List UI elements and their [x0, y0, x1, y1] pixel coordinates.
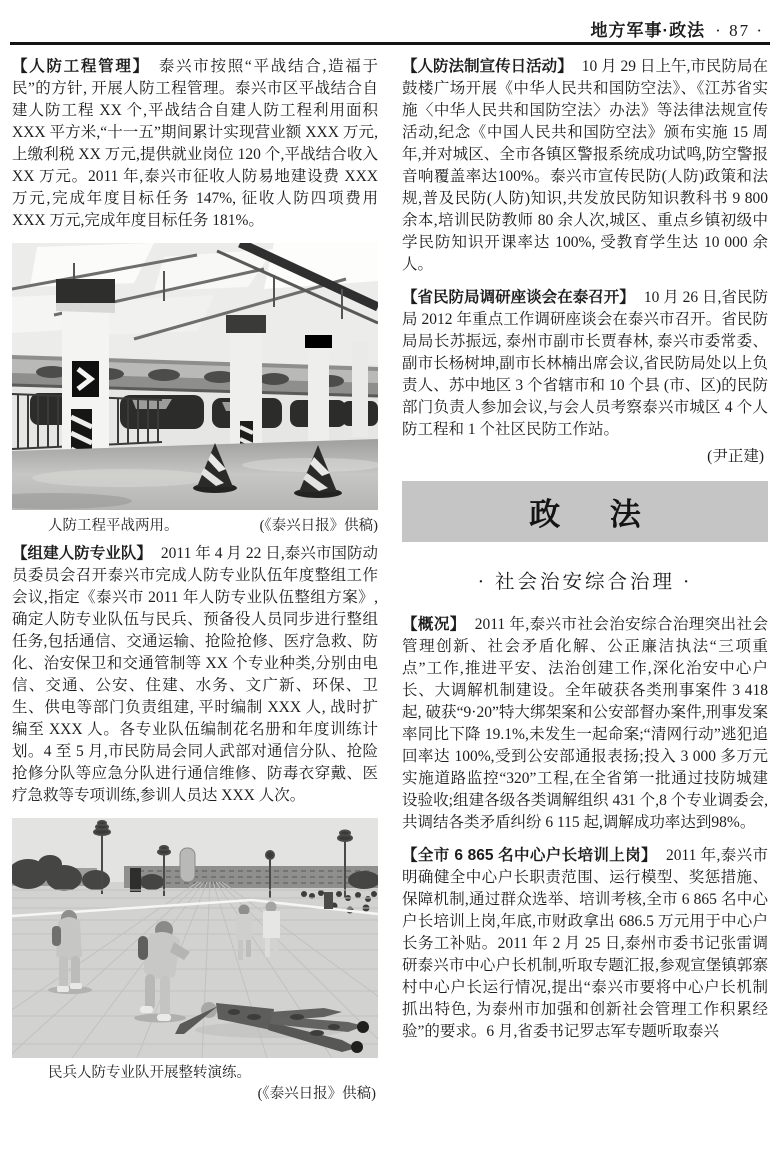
entry-title: 【省民防局调研座谈会在泰召开】 — [402, 289, 635, 306]
entry-title: 【全市 6 865 名中心户长培训上岗】 — [402, 847, 657, 864]
two-column-body — [12, 56, 768, 1111]
entry-title: 【人防工程管理】 — [12, 58, 150, 75]
entry-text: 泰兴市按照“平战结合,造福于民”的方针, 开展人防工程管理。泰兴市区平战结合自建人防工程 XX 个,平战结合自建人防工程利用面积 XXX 平方米,“十一五”期间累计实现营业额 XXX 万元,上缴利税 XX 万元,提供就业岗位 120 个,平战结合收入 XX 万元。2011 年,泰兴市征收人防易地建设费 XXX 万元,完成年度目标任务 147%, 征收人防四项费用 XXX 万元,完成年度目标任务 181%。 — [12, 58, 378, 229]
entry-text: 10 月 29 日上午,市民防局在鼓楼广场开展《中华人民共和国防空法》、《江苏省实施〈中华人民共和国防空法〉办法》等法律法规宣传活动,纪念《中国人民共和国防空法》颁布实施 15 周年,并对城区、全市各镇区警报系统成功试鸣,防空警报音响覆盖率达100%。泰兴市宣传民防(人防)政策和法规,普及民防(人防)知识,共发放民防知识教科书 9 800 余本,培训民防教师 80 余人次,城区、重点乡镇初级中学民防知识开课率达 100%, 受教育学生达 10 000 余人。 — [402, 58, 768, 273]
entry-law-publicity-day — [402, 56, 768, 276]
author-attribution: (尹正建) — [707, 448, 764, 465]
entry-household-heads-training — [402, 845, 768, 1043]
entry-text: 10 月 26 日,省民防局 2012 年重点工作调研座谈会在泰兴市召开。省民防局局长苏振远, 泰州市副市长贾春林, 泰兴市委常委、副市长杨树坤,副市长林楠出席会议,省民防局处以上负责人、苏中地区 3 个省辖市和 10 个县 (市、区)的民防部门负责人参加会议,与会人员考察泰兴市城区 4 个人防工程和 1 个社区民防工作站。 — [402, 289, 768, 438]
photo1-credit: (《泰兴日报》供稿) — [259, 518, 378, 534]
entry-provincial-symposium — [402, 287, 768, 441]
photo1-caption-text: 人防工程平战两用。 — [48, 518, 179, 534]
figure-drill-exercise — [12, 818, 378, 1111]
section-banner-label: 政法 — [529, 497, 691, 532]
photo-parking-garage-image — [12, 243, 378, 510]
entry-overview — [402, 614, 768, 834]
entry-text: 2011 年,泰兴市社会治安综合治理突出社会管理创新、社会矛盾化解、公正廉洁执法“三项重点”工作,推进平安、法治创建工作,深化治安中心户长、大调解机制建设。全年破获各类刑事案件 3 418 起, 破获“9·20”特大绑架案和公安部督办案件,刑事发案率同比下降 19.1%,未发生一起命案;“清网行动”逃犯追回率达 100%,受到公安部通报表扬;投入 3 000 多万元实施道路监控“320”工程,在全省第一批通过技防城建设验收;组建各级各类调解组织 431 个,8 个专业调委会,共调结各类矛盾纠纷 6 115 起,调解成功率达到98%。 — [402, 616, 768, 831]
entry-text: 2011 年 4 月 22 日,泰兴市国防动员委员会召开泰兴市完成人防专业队伍年度整组工作会议,指定《泰兴市 2011 年人防专业队伍整组方案》,确定人防专业队伍与民兵、预备役人员同步进行整组任务,包括通信、交通运输、抢险抢修、医疗急救、防化、治安保卫和交通管制等 XX 个专业种类,分别由电信、交通、公安、住建、水务、文广新、环保、卫生、供电等部门负责组建, 平时编制 XXX 人, 战时扩编至 XXX 人。各专业队伍编制花名册和年度训练计划。4 至 5 月,市民防局会同人武部对通信分队、抢险抢修分队等应急分队进行通信维修、防毒衣穿戴、医疗急救等专项训练,参训人员达 XXX 人次。 — [12, 545, 378, 804]
entry-title: 【人防法制宣传日活动】 — [402, 58, 573, 75]
photo1-caption — [12, 510, 378, 543]
header-rule — [10, 42, 770, 45]
entry-title: 【概况】 — [402, 616, 466, 633]
page-header — [591, 16, 765, 41]
photo2-caption-text: 民兵人防专业队开展整转演练。 — [48, 1065, 251, 1081]
entry-text: 2011 年,泰兴市明确健全中心户长职责范围、运行模型、奖惩措施、保障机制,通过群众选举、培训考核,全市 6 865 名中心户长培训上岗,年底,市财政拿出 686.5 万元用于中心户长务工补贴。2011 年 2 月 25 日,泰州市委书记张雷调研泰兴市中心户长机制,听取专题汇报,参观宣堡镇郭寨村中心户长运行情况,提出“泰兴市要将中心户长机制抓出特色, 为泰州市加强和创新社会管理工作积累经验”的要求。6 月,省委书记罗志军专题听取泰兴 — [402, 847, 768, 1040]
left-column — [12, 56, 378, 1111]
photo-drill-exercise-image — [12, 818, 378, 1058]
running-head: 地方军事·政法 — [590, 21, 706, 40]
page-number: · 87 · — [715, 21, 764, 40]
section-banner-politics-law — [402, 481, 768, 542]
figure-parking-garage — [12, 243, 378, 543]
entry-professional-teams — [12, 543, 378, 807]
photo2-caption — [12, 1058, 378, 1111]
photo2-credit: (《泰兴日报》供稿) — [257, 1086, 376, 1102]
subsection-public-security: · 社会治安综合治理 · — [477, 572, 693, 593]
right-column — [402, 56, 768, 1111]
entry-title: 【组建人防专业队】 — [12, 545, 152, 562]
entry-civil-defense-works — [12, 56, 378, 232]
